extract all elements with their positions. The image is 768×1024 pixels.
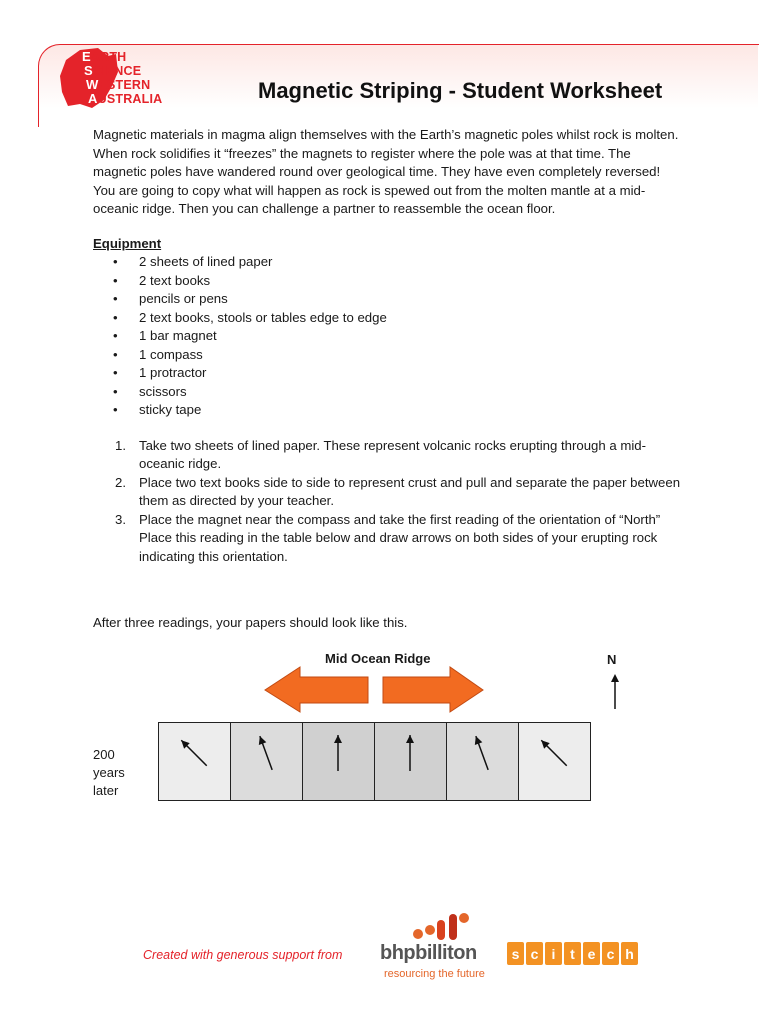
logo-line-cap: E bbox=[82, 49, 91, 64]
years-later-label bbox=[93, 746, 125, 800]
equipment-item: • 2 text books bbox=[93, 272, 683, 291]
step-number: 3. bbox=[115, 511, 126, 527]
years-label-line: years bbox=[93, 765, 125, 780]
orientation-arrow-icon bbox=[519, 723, 590, 800]
logo-text bbox=[82, 50, 162, 106]
rock-strips bbox=[158, 722, 591, 801]
bhp-billiton-logo bbox=[380, 910, 490, 990]
intro-paragraph: Magnetic materials in magma align themselves with the Earth’s magnetic poles whilst rock is molten. When rock solidifies it “freezes” the magnets to register where the pole was at that time. The magnetic poles have wandered round over geological time. They have even completely reversed! You are going to copy what will happen as rock is spewed out from the molten mantle at a mid-oceanic ridge. Then you can challenge a partner to reassemble the ocean floor. bbox=[93, 127, 679, 216]
equipment-item: • 1 bar magnet bbox=[93, 327, 683, 346]
rock-strip bbox=[303, 723, 375, 800]
step-item bbox=[93, 511, 683, 567]
equipment-item: • sticky tape bbox=[93, 401, 683, 420]
logo-line-cap: A bbox=[88, 91, 98, 106]
scitech-letter: i bbox=[545, 942, 562, 965]
bhp-tagline: resourcing the future bbox=[384, 968, 485, 980]
scitech-letter: t bbox=[564, 942, 581, 965]
worksheet-body bbox=[93, 126, 683, 566]
rock-strip bbox=[447, 723, 519, 800]
support-text: Created with generous support from bbox=[143, 948, 343, 962]
scitech-letter: c bbox=[526, 942, 543, 965]
after-readings-text: After three readings, your papers should look like this. bbox=[93, 615, 408, 630]
logo-line-rest: ARTH bbox=[90, 50, 127, 64]
logo-line-cap: S bbox=[84, 63, 93, 78]
north-arrow-icon bbox=[611, 674, 619, 709]
step-number: 2. bbox=[115, 474, 126, 490]
orientation-arrow-icon bbox=[231, 723, 302, 800]
equipment-item: • 2 text books, stools or tables edge to edge bbox=[93, 309, 683, 328]
logo-line bbox=[88, 92, 162, 106]
years-label-line: later bbox=[93, 783, 119, 798]
ridge-label: Mid Ocean Ridge bbox=[325, 651, 431, 666]
equipment-list bbox=[93, 253, 683, 420]
scitech-letter: h bbox=[621, 942, 638, 965]
rock-strip bbox=[231, 723, 303, 800]
rock-strip bbox=[159, 723, 231, 800]
earth-science-wa-logo bbox=[58, 46, 188, 114]
scitech-letter: s bbox=[507, 942, 524, 965]
ridge-arrows bbox=[0, 640, 768, 720]
logo-line bbox=[84, 64, 162, 78]
equipment-heading: Equipment bbox=[93, 235, 162, 251]
rock-strip bbox=[375, 723, 447, 800]
bhp-dots-icon bbox=[408, 910, 508, 944]
footer bbox=[0, 900, 768, 1000]
right-spread-arrow-icon bbox=[383, 667, 483, 712]
orientation-arrow-icon bbox=[375, 723, 446, 800]
page-title: Magnetic Striping - Student Worksheet bbox=[258, 78, 663, 103]
equipment-item: • pencils or pens bbox=[93, 290, 683, 309]
orientation-arrow-icon bbox=[447, 723, 518, 800]
rock-strip bbox=[519, 723, 590, 800]
orientation-arrow-icon bbox=[303, 723, 374, 800]
orientation-arrow-icon bbox=[159, 723, 230, 800]
years-label-line: 200 bbox=[93, 747, 115, 762]
step-text: Take two sheets of lined paper. These represent volcanic rocks erupting through a mid-oceanic ridge. bbox=[139, 437, 647, 471]
step-item bbox=[93, 437, 683, 474]
scitech-letter: c bbox=[602, 942, 619, 965]
logo-line bbox=[82, 50, 162, 64]
bhp-name: bhpbilliton bbox=[380, 942, 477, 964]
logo-line-rest: CIENCE bbox=[92, 64, 142, 78]
north-label: N bbox=[607, 652, 617, 667]
steps-list bbox=[93, 437, 683, 567]
equipment-item: • 1 protractor bbox=[93, 364, 683, 383]
scitech-logo bbox=[507, 942, 638, 965]
left-spread-arrow-icon bbox=[265, 667, 368, 712]
logo-line-cap: W bbox=[86, 77, 99, 92]
logo-line-rest: ESTERN bbox=[98, 78, 151, 92]
equipment-item: • 2 sheets of lined paper bbox=[93, 253, 683, 272]
logo-line bbox=[86, 78, 162, 92]
step-item bbox=[93, 474, 683, 511]
scitech-letter: e bbox=[583, 942, 600, 965]
step-number: 1. bbox=[115, 437, 126, 453]
equipment-item: • scissors bbox=[93, 383, 683, 402]
striping-diagram bbox=[0, 640, 768, 820]
logo-line-rest: USTRALIA bbox=[97, 92, 163, 106]
step-text: Place two text books side to side to represent crust and pull and separate the paper between them as directed by your teacher. bbox=[139, 474, 681, 508]
step-text: Place the magnet near the compass and take the first reading of the orientation of “North” Place this reading in the table below and draw arrows on both sides of your erupting rock indicating this orientation. bbox=[139, 511, 661, 564]
equipment-item: • 1 compass bbox=[93, 346, 683, 365]
